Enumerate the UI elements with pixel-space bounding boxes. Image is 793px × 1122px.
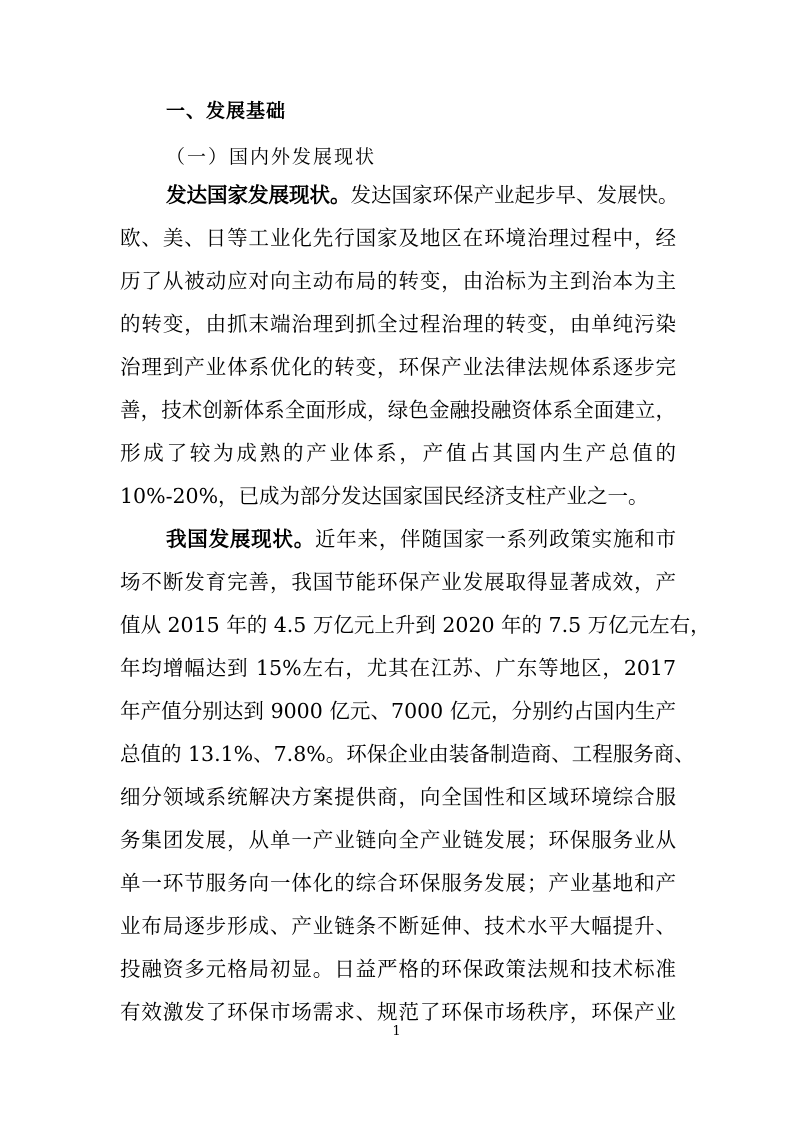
paragraph-line: 10%-20%，已成为部分发达国家国民经济支柱产业之一。 bbox=[120, 484, 649, 508]
paragraph-line: 总值的 13.1%、7.8%。环保企业由装备制造商、工程服务商、 bbox=[120, 742, 695, 766]
paragraph-line: 场不断发育完善，我国节能环保产业发展取得显著成效，产 bbox=[120, 570, 676, 594]
paragraph-line: 投融资多元格局初显。日益严格的环保政策法规和技术标准 bbox=[120, 957, 676, 981]
paragraph-line: 业布局逐步形成、产业链条不断延伸、技术水平大幅提升、 bbox=[120, 914, 676, 938]
paragraph-lead: 发达国家发展现状。 bbox=[166, 183, 351, 207]
paragraph-line: 年均增幅达到 15%左右，尤其在江苏、广东等地区，2017 bbox=[120, 656, 676, 680]
paragraph-line: 的转变，由抓末端治理到抓全过程治理的转变，由单纯污染 bbox=[120, 312, 676, 336]
subsection-heading: （一）国内外发展现状 bbox=[166, 146, 377, 168]
paragraph-lead: 我国发展现状。 bbox=[166, 527, 315, 551]
paragraph-line: 我国发展现状。近年来，伴随国家一系列政策实施和市 bbox=[166, 527, 677, 551]
paragraph-line: 历了从被动应对向主动布局的转变，由治标为主到治本为主 bbox=[120, 269, 676, 293]
paragraph-line: 发达国家发展现状。发达国家环保产业起步早、发展快。 bbox=[166, 183, 679, 207]
paragraph-line: 治理到产业体系优化的转变，环保产业法律法规体系逐步完 bbox=[120, 355, 676, 379]
paragraph-line: 细分领域系统解决方案提供商，向全国性和区域环境综合服 bbox=[120, 785, 676, 809]
section-heading: 一、发展基础 bbox=[166, 100, 287, 122]
paragraph-line: 形成了较为成熟的产业体系，产值占其国内生产总值的 bbox=[120, 441, 676, 465]
page-number: 1 bbox=[392, 1024, 401, 1039]
paragraph-line: 欧、美、日等工业化先行国家及地区在环境治理过程中，经 bbox=[120, 226, 676, 250]
paragraph-line: 单一环节服务向一体化的综合环保服务发展；产业基地和产 bbox=[120, 871, 676, 895]
paragraph-line: 有效激发了环保市场需求、规范了环保市场秩序，环保产业 bbox=[120, 1000, 676, 1024]
paragraph-line: 值从 2015 年的 4.5 万亿元上升到 2020 年的 7.5 万亿元左右， bbox=[120, 613, 711, 637]
paragraph-line: 务集团发展，从单一产业链向全产业链发展；环保服务业从 bbox=[120, 828, 676, 852]
paragraph-line: 善，技术创新体系全面形成，绿色金融投融资体系全面建立， bbox=[120, 398, 676, 422]
paragraph-line: 年产值分别达到 9000 亿元、7000 亿元，分别约占国内生产 bbox=[120, 699, 676, 723]
